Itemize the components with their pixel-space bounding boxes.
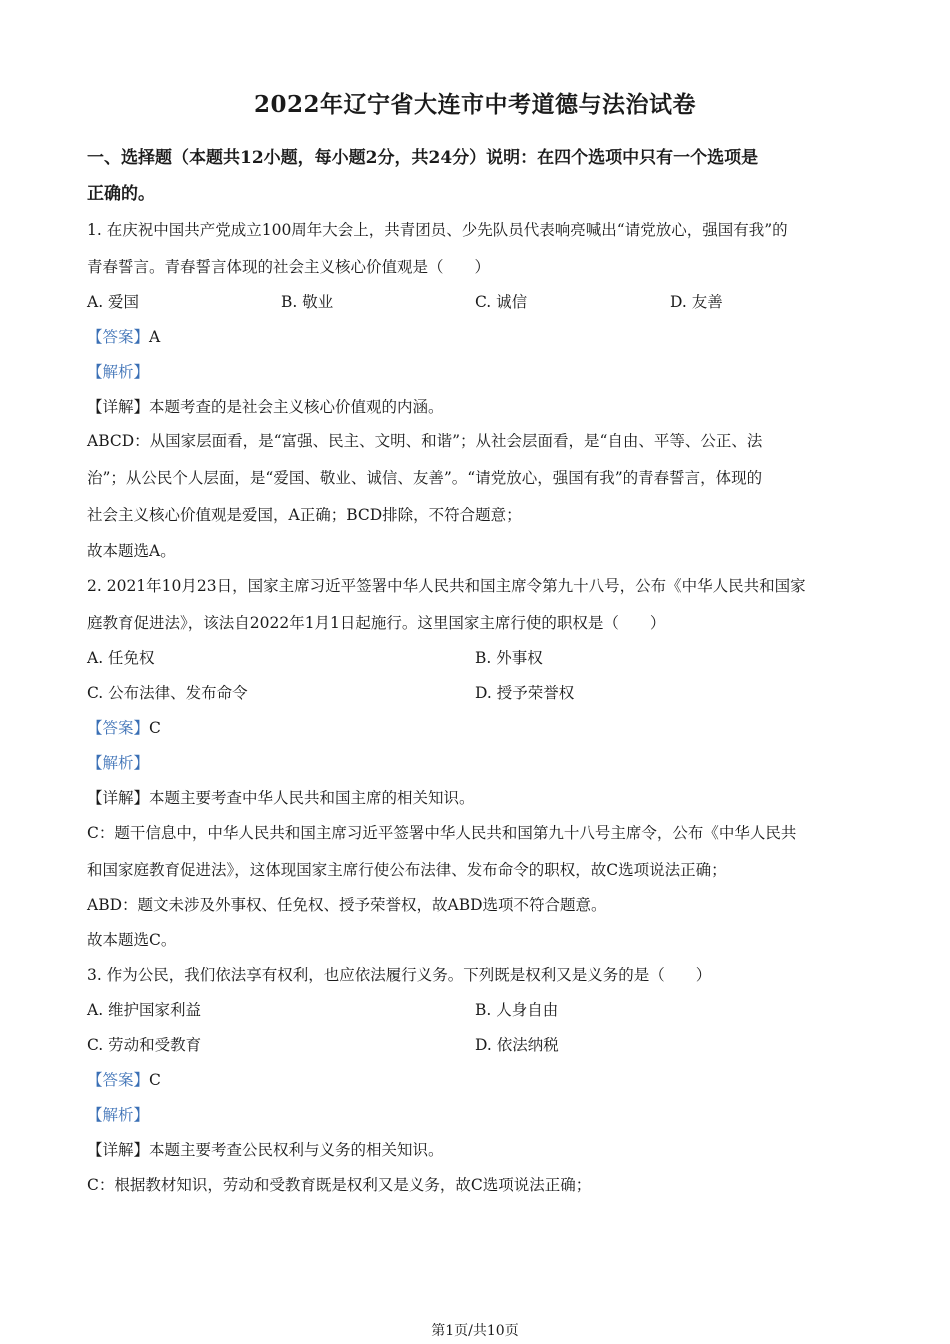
q1-option-b: B. 敬业 <box>281 293 334 311</box>
page-title: 2022年辽宁省大连市中考道德与法治试卷 <box>253 91 696 118</box>
q1-explanation-line1: ABCD：从国家层面看，是“富强、民主、文明、和谐”；从社会层面看，是“自由、平等、公正、法 <box>87 432 763 450</box>
answer-tag: 【答案】 <box>87 719 150 737</box>
q1-option-d: D. 友善 <box>670 293 723 311</box>
q2-conclusion: 故本题选C。 <box>87 931 177 949</box>
detail-text: 本题主要考查中华人民共和国主席的相关知识。 <box>149 789 475 807</box>
q3-analysis-tag: 【解析】 <box>87 1106 150 1124</box>
detail-tag: 【详解】 <box>87 789 150 807</box>
q3-answer <box>87 1069 867 1091</box>
q2-option-a: A. 任免权 <box>87 649 155 667</box>
q3-option-c: C. 劳动和受教育 <box>87 1036 202 1054</box>
q2-explanation-line2: 和国家庭教育促进法》，这体现国家主席行使公布法律、发布命令的职权，故C选项说法正确； <box>87 861 727 879</box>
detail-text: 本题考查的是社会主义核心价值观的内涵。 <box>149 398 444 416</box>
q1-stem-line1: 1. 在庆祝中国共产党成立100周年大会上，共青团员、少先队员代表响亮喊出“请党放心，强国有我”的 <box>87 221 788 239</box>
detail-tag: 【详解】 <box>87 1141 150 1159</box>
q1-option-c: C. 诚信 <box>475 293 528 311</box>
q1-analysis-tag: 【解析】 <box>87 363 150 381</box>
q2-stem-line2: 庭教育促进法》，该法自2022年1月1日起施行。这里国家主席行使的职权是（ ） <box>87 614 666 632</box>
q1-explanation-line3: 社会主义核心价值观是爱国，A正确；BCD排除，不符合题意； <box>87 506 522 524</box>
section-heading-line2: 正确的。 <box>87 184 155 204</box>
q2-analysis-tag: 【解析】 <box>87 754 150 772</box>
q2-explanation-line1: C：题干信息中，中华人民共和国主席习近平签署中华人民共和国第九十八号主席令，公布《中华人民共 <box>87 824 797 842</box>
answer-value: C <box>149 719 161 737</box>
section-heading-line1: 一、选择题（本题共12小题，每小题2分，共24分）说明：在四个选项中只有一个选项是 <box>87 148 759 168</box>
q2-stem-line1: 2. 2021年10月23日，国家主席习近平签署中华人民共和国主席令第九十八号，公布《中华人民共和国家 <box>87 577 806 595</box>
q1-option-a: A. 爱国 <box>87 293 140 311</box>
detail-tag: 【详解】 <box>87 398 150 416</box>
q2-option-d: D. 授予荣誉权 <box>475 684 575 702</box>
answer-tag: 【答案】 <box>87 1071 150 1089</box>
q1-conclusion: 故本题选A。 <box>87 542 176 560</box>
q3-stem-line1: 3. 作为公民，我们依法享有权利，也应依法履行义务。下列既是权利又是义务的是（ ） <box>87 966 712 984</box>
q3-option-b: B. 人身自由 <box>475 1001 559 1019</box>
q2-option-b: B. 外事权 <box>475 649 543 667</box>
q1-stem-line2: 青春誓言。青春誓言体现的社会主义核心价值观是（ ） <box>87 258 491 276</box>
q3-option-a: A. 维护国家利益 <box>87 1001 202 1019</box>
answer-tag: 【答案】 <box>87 328 150 346</box>
q3-option-d: D. 依法纳税 <box>475 1036 559 1054</box>
q1-explanation-line2: 治”；从公民个人层面，是“爱国、敬业、诚信、友善”。“请党放心，强国有我”的青春誓言，体现的 <box>87 469 763 487</box>
q2-detail <box>87 787 867 809</box>
q2-explanation-line3: ABD：题文未涉及外事权、任免权、授予荣誉权，故ABD选项不符合题意。 <box>87 896 607 914</box>
q2-option-c: C. 公布法律、发布命令 <box>87 684 248 702</box>
detail-text: 本题主要考查公民权利与义务的相关知识。 <box>149 1141 444 1159</box>
answer-value: C <box>149 1071 161 1089</box>
page-footer: 第1页/共10页 <box>431 1323 519 1339</box>
q1-answer <box>87 326 867 348</box>
q2-answer <box>87 717 867 739</box>
q3-detail <box>87 1139 867 1161</box>
answer-value: A <box>149 328 161 346</box>
q1-detail <box>87 396 867 418</box>
q3-explanation-line1: C：根据教材知识，劳动和受教育既是权利又是义务，故C选项说法正确； <box>87 1176 592 1194</box>
